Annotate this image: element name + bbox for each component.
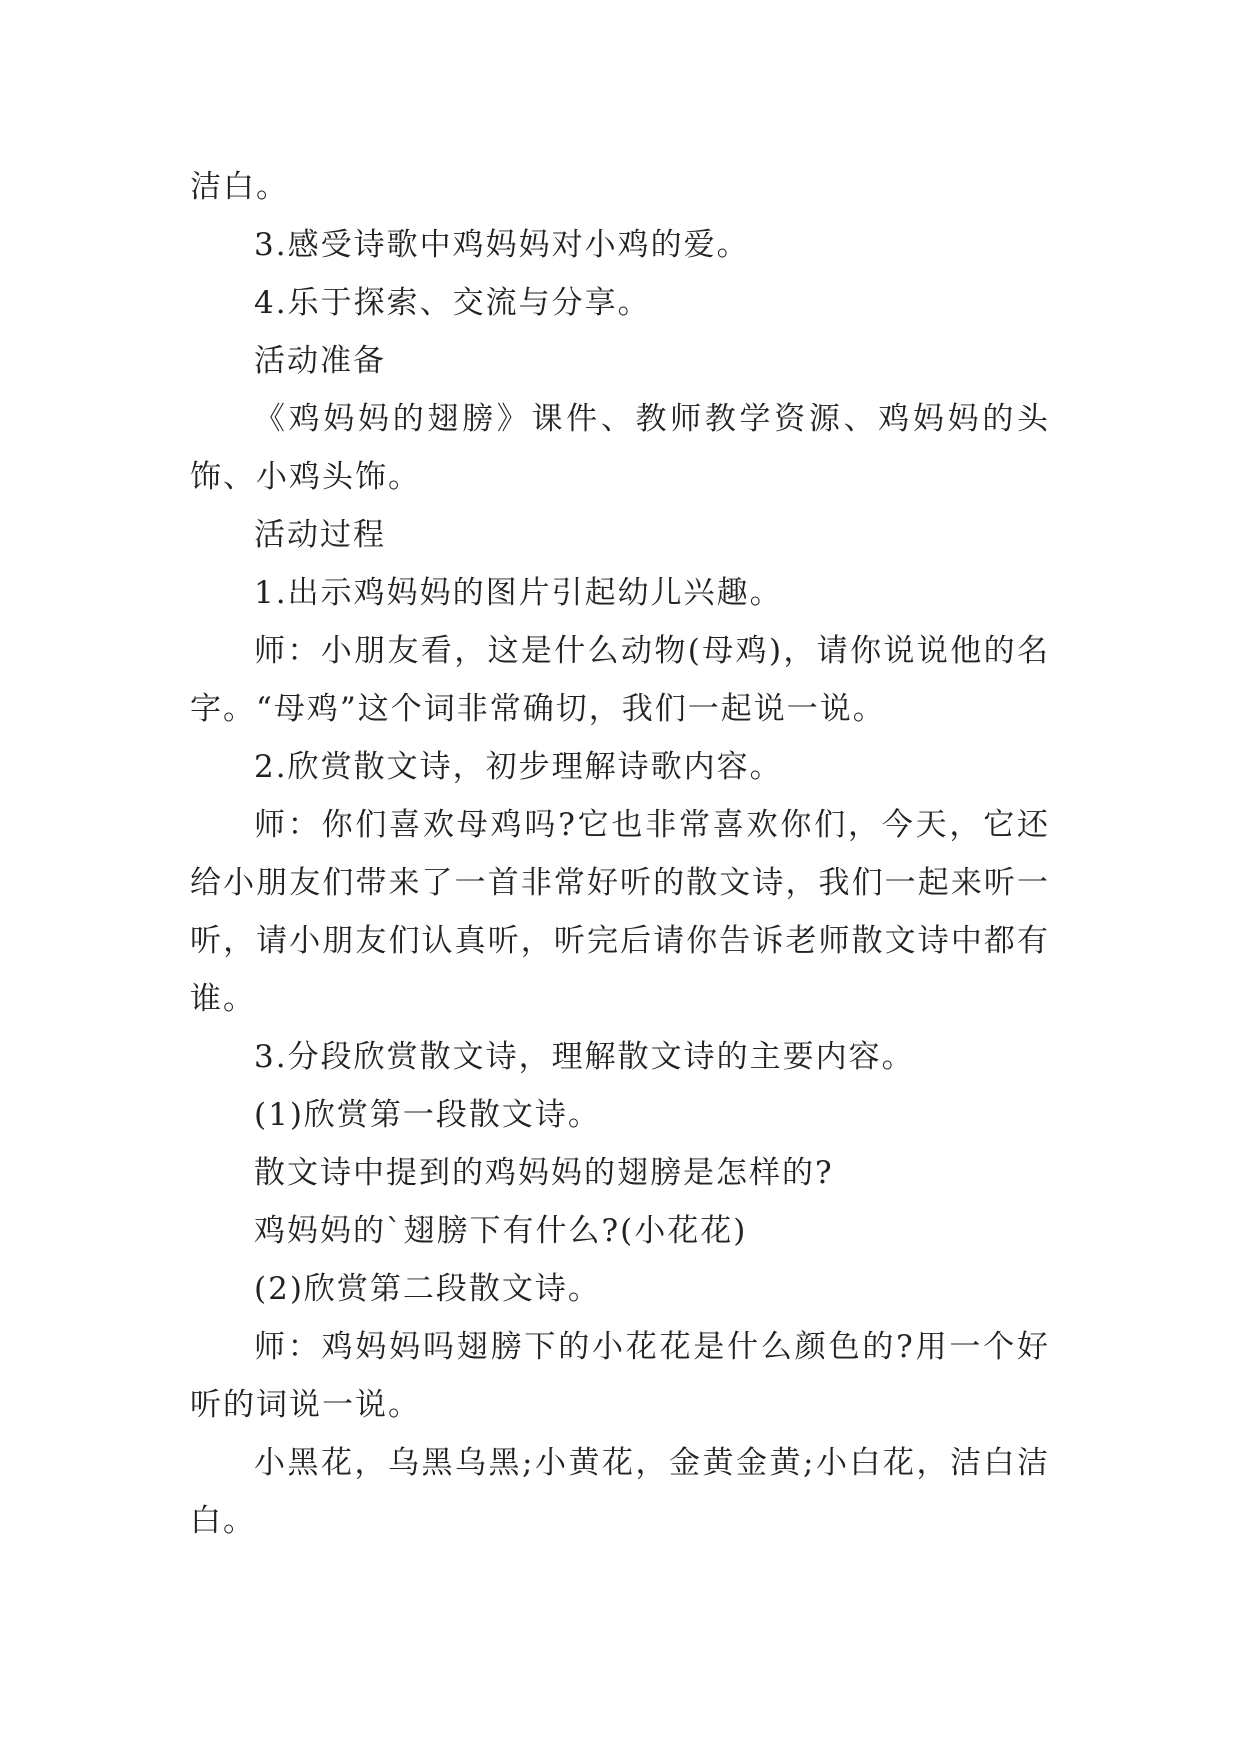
paragraph-teacher-line-2: 师：你们喜欢母鸡吗?它也非常喜欢你们，今天，它还给小朋友们带来了一首非常好听的散文诗，我们一起来听一听，请小朋友们认真听，听完后请你告诉老师散文诗中都有谁。 [190, 807, 1050, 1017]
paragraph-step-3: 3.分段欣赏散文诗，理解散文诗的主要内容。 [254, 1039, 915, 1075]
paragraph-sub-2: (2)欣赏第二段散文诗。 [254, 1271, 601, 1307]
paragraph-question-1: 散文诗中提到的鸡妈妈的翅膀是怎样的? [254, 1155, 834, 1191]
paragraph-goal-3: 3.感受诗歌中鸡妈妈对小鸡的爱。 [254, 227, 750, 263]
paragraph-step-2: 2.欣赏散文诗，初步理解诗歌内容。 [254, 749, 783, 785]
paragraph-continuation: 洁白。 [190, 169, 289, 205]
paragraph-question-2: 鸡妈妈的`翅膀下有什么?(小花花) [254, 1213, 748, 1249]
paragraph-teacher-line-1: 师：小朋友看，这是什么动物(母鸡)，请你说说他的名字。“母鸡”这个词非常确切，我们一起说一说。 [190, 633, 1050, 727]
paragraph-sub-1: (1)欣赏第一段散文诗。 [254, 1097, 601, 1133]
section-heading-process: 活动过程 [254, 517, 386, 553]
paragraph-teacher-line-3: 师：鸡妈妈吗翅膀下的小花花是什么颜色的?用一个好听的词说一说。 [190, 1329, 1050, 1423]
paragraph-preparation: 《鸡妈妈的翅膀》课件、教师教学资源、鸡妈妈的头饰、小鸡头饰。 [190, 401, 1050, 495]
paragraph-goal-4: 4.乐于探索、交流与分享。 [254, 285, 651, 321]
section-heading-preparation: 活动准备 [254, 343, 386, 379]
document-body [190, 158, 1050, 1550]
paragraph-step-1: 1.出示鸡妈妈的图片引起幼儿兴趣。 [254, 575, 783, 611]
paragraph-poem-line: 小黑花，乌黑乌黑;小黄花，金黄金黄;小白花，洁白洁白。 [190, 1445, 1050, 1539]
